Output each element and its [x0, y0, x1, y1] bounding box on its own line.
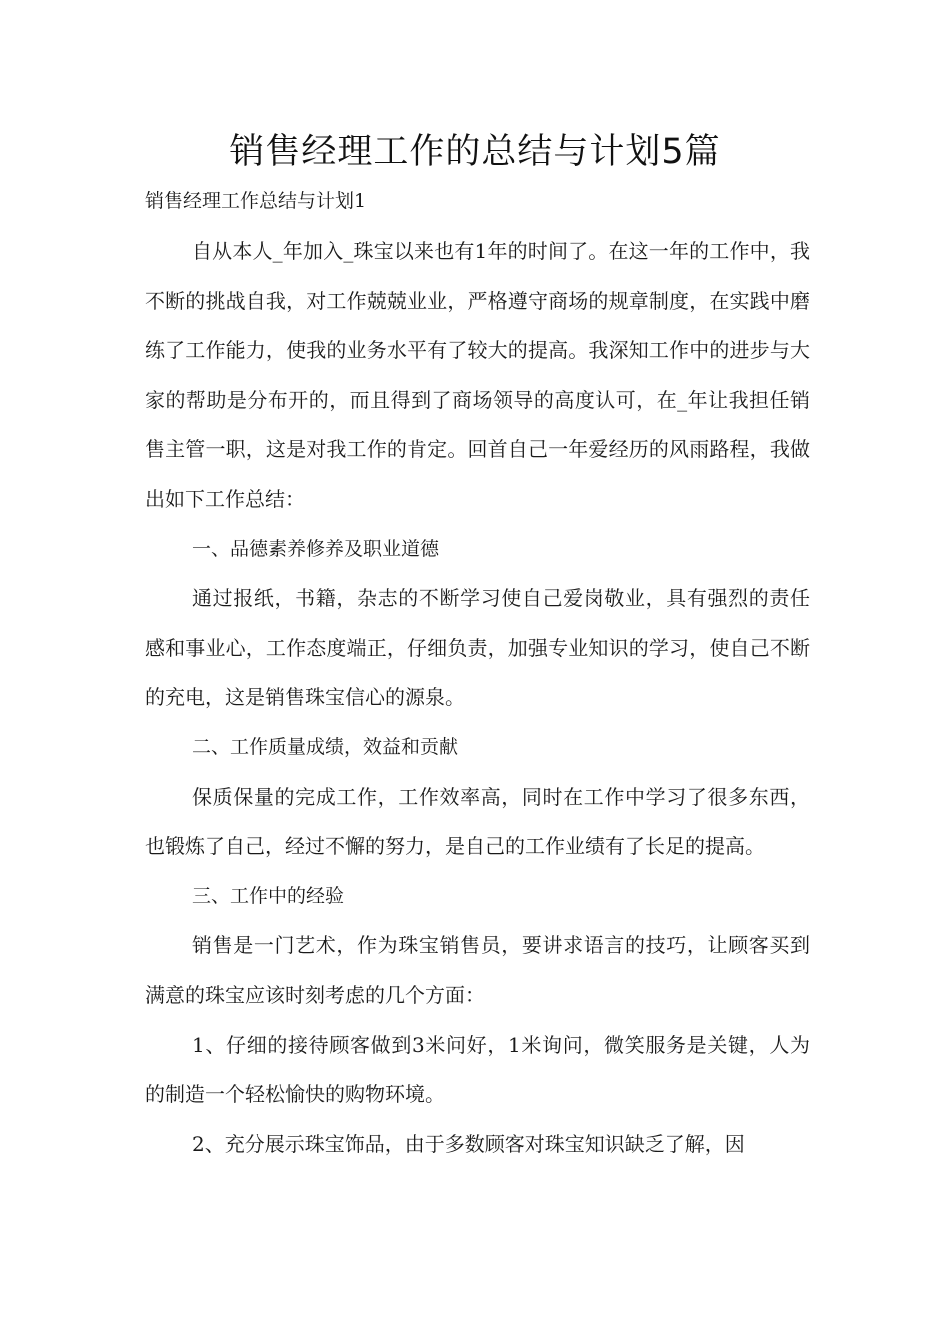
section-heading-ethics: 一、品德素养修养及职业道德: [192, 537, 440, 560]
section-heading-quality: 二、工作质量成绩，效益和贡献: [192, 735, 459, 758]
section-heading-experience: 三、工作中的经验: [192, 884, 345, 907]
paragraph-ethics: 通过报纸，书籍，杂志的不断学习使自己爱岗敬业，具有强烈的责任感和事业心，工作态度端正，仔细负责，加强专业知识的学习，使自己不断的充电，这是销售珠宝信心的源泉。: [145, 586, 810, 710]
page-title: 销售经理工作的总结与计划5篇: [229, 132, 721, 172]
document-body: [145, 227, 810, 1169]
paragraph-experience: 销售是一门艺术，作为珠宝销售员，要讲求语言的技巧，让顾客买到满意的珠宝应该时刻考虑的几个方面：: [145, 933, 810, 1007]
list-item-1: 1、仔细的接待顾客做到3米问好，1米询问，微笑服务是关键，人为的制造一个轻松愉快的购物环境。: [145, 1032, 810, 1107]
document-subtitle: 销售经理工作总结与计划1: [145, 190, 367, 212]
paragraph-quality: 保质保量的完成工作，工作效率高，同时在工作中学习了很多东西，也锻炼了自己，经过不懈的努力，是自己的工作业绩有了长足的提高。: [145, 784, 810, 859]
paragraph-intro: 自从本人_年加入_珠宝以来也有1年的时间了。在这一年的工作中，我不断的挑战自我，对工作兢兢业业，严格遵守商场的规章制度，在实践中磨练了工作能力，使我的业务水平有了较大的提高。我深知工作中的进步与大家的帮助是分布开的，而且得到了商场领导的高度认可，在_年让我担任销售主管一职，这是对我工作的肯定。回首自己一年爱经历的风雨路程，我做出如下工作总结：: [145, 239, 810, 511]
list-item-2: 2、充分展示珠宝饰品，由于多数顾客对珠宝知识缺乏了解，因: [192, 1131, 745, 1156]
